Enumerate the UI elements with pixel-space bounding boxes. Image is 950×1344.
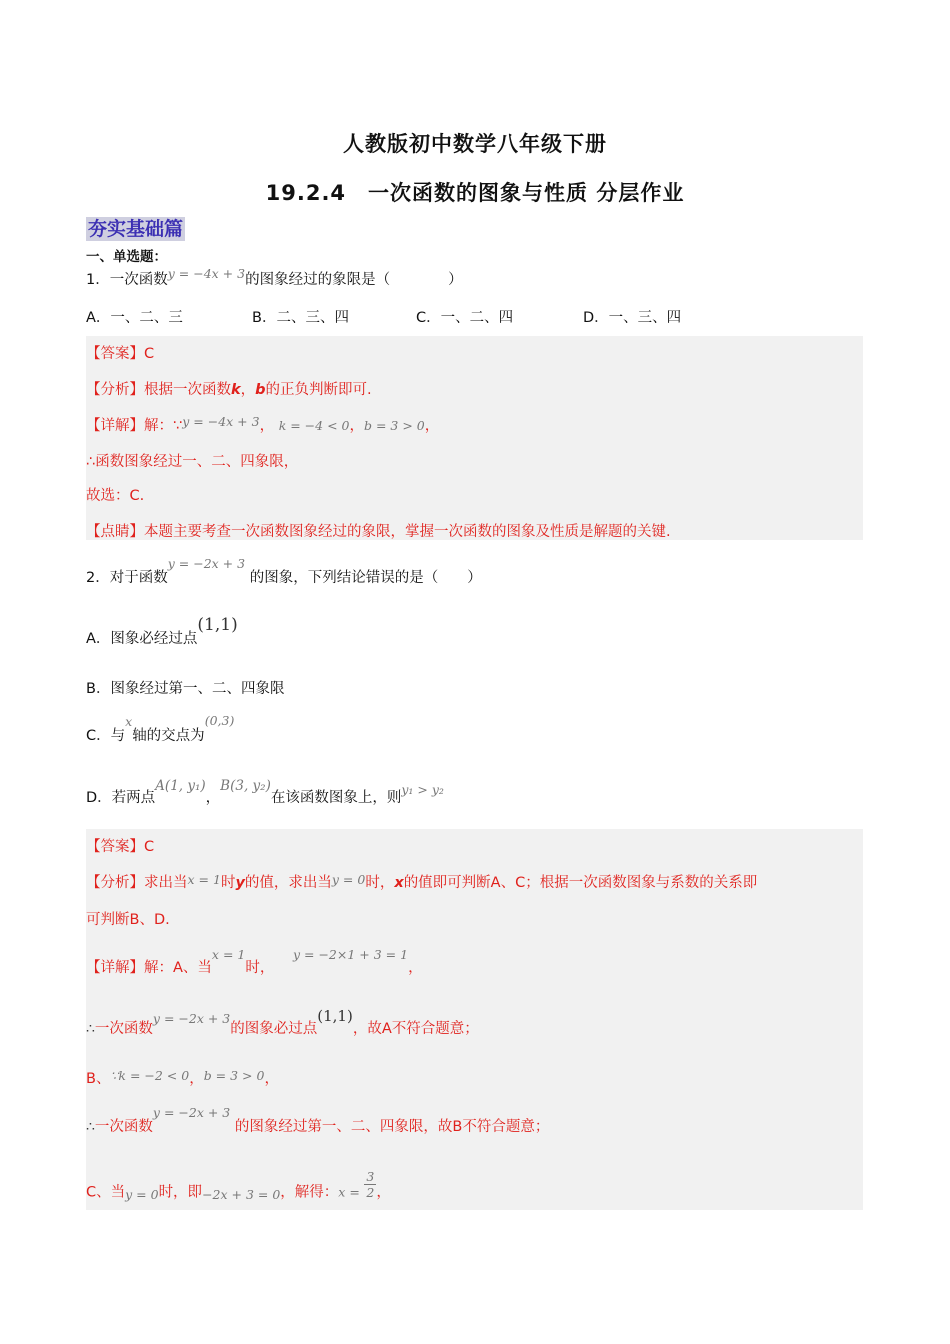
q1-analysis-label: 【分析】 <box>86 382 144 398</box>
q2-detail-a-expr: y = −2×1 + 3 = 1 <box>292 947 409 962</box>
q1-detail-sep3: ， <box>424 418 440 434</box>
q2-detail-a-text1: 解：A、当 <box>144 960 212 976</box>
q1-solution-box <box>86 336 863 540</box>
q2-solution-box <box>86 829 863 1210</box>
q2-option-a-point: (1,1) <box>197 615 238 635</box>
q1-option-c: C．一、二、四 <box>416 310 514 326</box>
q2-c-frac-den: 2 <box>366 1185 375 1200</box>
q2-detail-b <box>86 1067 279 1088</box>
q2-therefore-2 <box>86 1105 550 1136</box>
q2-analysis-text2: 时 <box>220 875 236 891</box>
q2-detail-a-text2: 时， <box>245 960 275 976</box>
lesson-title: 19.2.4 一次函数的图象与性质 分层作业 <box>265 181 685 205</box>
q2-therefore1-expr: y = −2x + 3 <box>152 1011 231 1026</box>
q2-analysis-y: y <box>235 875 245 891</box>
q2-suffix: 的图象，下列结论错误的是（ ） <box>249 570 482 586</box>
q2-therefore-1 <box>86 1007 479 1038</box>
q2-option-c-point: (0,3) <box>204 713 235 728</box>
q2-analysis-text4: 时， <box>365 875 395 891</box>
q2-option-a-text: A．图象必经过点 <box>86 631 198 647</box>
q2-c-text1: 时，即 <box>158 1184 203 1201</box>
q2-answer-label: 【答案】 <box>86 839 144 855</box>
q2-analysis <box>86 871 757 892</box>
q1-tip <box>86 520 671 541</box>
q2-detail-a-end: ， <box>408 960 423 976</box>
q1-analysis <box>86 378 372 399</box>
q2-detail-c <box>86 1169 391 1208</box>
q2-detail-label: 【详解】 <box>86 960 144 976</box>
q2-b-label: B、 <box>86 1071 111 1087</box>
q2-option-d-sep: ， <box>205 790 221 806</box>
q1-detail <box>86 414 439 435</box>
q1-answer-label: 【答案】 <box>86 346 144 362</box>
q2-c-frac-num: 3 <box>366 1169 375 1184</box>
q2-answer <box>86 835 154 856</box>
q2-therefore1-point: (1,1) <box>317 1007 353 1025</box>
q2-detail-a <box>86 947 423 977</box>
q2-option-d-text2: 在该函数图象上，则 <box>270 790 402 806</box>
q2-option-b: B．图象经过第一、二、四象限 <box>86 681 285 697</box>
q2-option-d-text1: D．若两点 <box>86 790 156 806</box>
q2-b-sep: ， <box>189 1071 204 1087</box>
question-2 <box>86 556 482 587</box>
q1-detail-prefix: 解：∵ <box>144 418 183 434</box>
document-title: 人教版初中数学八年级下册 <box>343 132 607 156</box>
q2-option-d-relation: y₁ > y₂ <box>401 782 444 797</box>
q2-answer-value: C <box>144 839 155 855</box>
q2-option-c-text1: C．与 <box>86 728 126 744</box>
q1-analysis-text-a: 根据一次函数 <box>144 382 231 398</box>
q2-option-d-point-a: A(1, y₁) <box>155 778 206 794</box>
q2-option-c <box>86 713 235 745</box>
q2-therefore1-symbol: ∴ <box>86 1021 95 1037</box>
q1-option-d: D．一、三、四 <box>583 310 682 326</box>
q1-conclusion: ∴函数图象经过一、二、四象限， <box>86 454 299 470</box>
q2-prefix: 2．对于函数 <box>86 570 168 586</box>
q1-tip-label: 【点睛】 <box>86 524 144 540</box>
q2-b-expr2: b = 3 > 0 <box>203 1068 265 1083</box>
q1-suffix: 的图象经过的象限是（ ） <box>245 272 463 288</box>
q1-detail-sep1: ， <box>259 418 275 434</box>
q2-analysis-text3: 的值，求出当 <box>244 875 332 891</box>
q2-therefore1-text3: ，故A不符合题意； <box>352 1021 479 1037</box>
q2-therefore1-text2: 的图象必过点 <box>230 1021 318 1037</box>
q1-expression: y = −4x + 3 <box>167 266 246 281</box>
q2-c-expr1: y = 0 <box>125 1186 159 1202</box>
q2-b-end: ， <box>264 1071 279 1087</box>
q2-analysis-text5: 的值即可判断A、C；根据一次函数图象与系数的关系即 <box>403 875 758 891</box>
q1-answer-value: C <box>144 346 155 362</box>
q2-analysis-x: x <box>394 875 404 891</box>
q2-analysis-cont: 可判断B、D. <box>86 912 170 928</box>
q2-option-c-text2: 轴的交点为 <box>132 728 205 744</box>
q2-therefore2-expr: y = −2x + 3 <box>152 1105 231 1120</box>
q1-detail-label: 【详解】 <box>86 418 144 434</box>
q1-answer <box>86 342 154 363</box>
q1-detail-expr3: b = 3 > 0 <box>363 418 425 433</box>
q1-analysis-b: b <box>255 382 266 398</box>
q1-detail-sep2: ， <box>349 418 364 434</box>
question-1 <box>86 268 463 289</box>
q1-analysis-k: k <box>231 382 241 398</box>
q2-c-frac-x: x = <box>338 1184 360 1200</box>
q1-tip-text: 本题主要考查一次函数图象经过的象限，掌握一次函数的图象及性质是解题的关键. <box>144 524 671 540</box>
q2-analysis-text1: 求出当 <box>144 875 188 891</box>
q1-analysis-text-c: 的正负判断即可. <box>265 382 372 398</box>
q1-detail-expr1: y = −4x + 3 <box>182 414 260 429</box>
q2-b-expr1: ∵k = −2 < 0 <box>110 1068 190 1083</box>
q1-detail-expr2: k = −4 < 0 <box>278 418 350 433</box>
q2-therefore2-symbol: ∴ <box>86 1119 95 1135</box>
q2-c-end: ， <box>376 1184 391 1201</box>
section-subheading: 一、单选题： <box>86 249 167 265</box>
q2-analysis-label: 【分析】 <box>86 875 144 891</box>
q1-prefix: 1．一次函数 <box>86 272 168 288</box>
q2-option-a <box>86 615 238 648</box>
q1-analysis-comma: ， <box>240 382 256 398</box>
q2-c-label: C、当 <box>86 1184 126 1201</box>
q1-option-b: B．二、三、四 <box>252 310 349 326</box>
q2-expression: y = −2x + 3 <box>167 556 246 571</box>
q2-analysis-x1: x = 1 <box>187 872 221 887</box>
q2-c-text2: ，解得： <box>280 1184 339 1201</box>
q2-detail-a-x: x = 1 <box>211 947 246 962</box>
q2-c-expr2: −2x + 3 = 0 <box>202 1186 281 1202</box>
q2-option-d-point-b: B(3, y₂) <box>220 778 271 794</box>
q1-option-a: A．一、二、三 <box>86 310 183 326</box>
q2-analysis-y0: y = 0 <box>331 872 366 887</box>
q2-therefore1-text: 一次函数 <box>94 1021 153 1037</box>
q2-therefore2-text2: 的图象经过第一、二、四象限，故B不符合题意； <box>234 1119 550 1135</box>
section-tag: 夯实基础篇 <box>88 218 184 240</box>
q2-option-d <box>86 778 444 807</box>
q1-choice: 故选：C. <box>86 488 145 504</box>
q2-c-fraction <box>364 1169 376 1200</box>
q2-option-c-x: x <box>125 714 133 729</box>
q2-therefore2-text: 一次函数 <box>94 1119 153 1135</box>
